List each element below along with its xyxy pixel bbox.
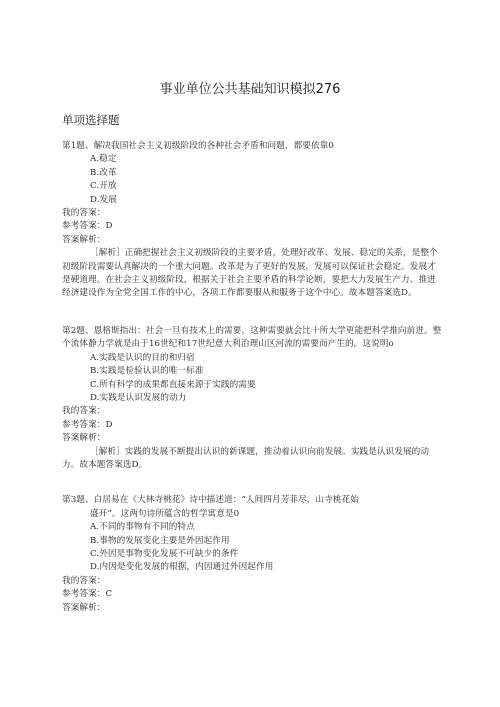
option-b: B.事物的发展变化主要是外因起作用 [90, 535, 230, 546]
my-answer-label: 我的答案： [62, 406, 106, 417]
option-b: B.实践是检验认识的唯一标准 [90, 366, 204, 377]
question-stem: 第1题、解决我国社会主义初级阶段的各种社会矛盾和问题，都要依靠0 [62, 141, 334, 151]
my-answer-label: 我的答案： [62, 575, 106, 586]
analysis-label: 答案解析： [62, 234, 106, 245]
section-heading: 单项选择题 [62, 113, 120, 127]
analysis-label: 答案解析： [62, 602, 106, 613]
question-stem: 第2题、恩格斯指出：社会一旦有技术上的需要，这种需要就会比十所大学更能把科学推向前进。整个流体静力学就是由于16世纪和17世纪意大利治理山区河流的需要而产生的。这说明o [62, 325, 442, 350]
my-answer-label: 我的答案： [62, 208, 106, 219]
analysis-text: ［解析］实践的发展不断提出认识的新课题，推动着认识向前发展。实践是认识发展的动力。故本题答案选D。 [62, 446, 430, 470]
page-title: 事业单位公共基础知识模拟276 [159, 82, 341, 97]
option-b: B.改革 [90, 167, 117, 178]
question-stem-continued: 盛开”。这两句诗所蕴含的哲学寓意是0 [90, 508, 240, 519]
reference-answer: 参考答案：D [62, 419, 113, 430]
question-list [62, 140, 442, 615]
option-c: C.所有科学的成果都直接来源于实践的需要 [90, 379, 256, 390]
option-d: D.实践是认识发展的动力 [90, 392, 187, 403]
reference-answer: 参考答案：C [62, 589, 113, 600]
analysis-text: ［解析］正确把握社会主义初级阶段的主要矛盾，处理好改革、发展、稳定的关系，是整个初级阶段需要认真解决的一个重大问题。改革是为了更好的发展，发展可以保证社会稳定。发展才是硬道理。在社会主义初级阶段，根据关于社会主要矛盾的科学论断，要把大力发展生产力、推进经济建设作为全党全国工作的中心，各项工作都要服从和服务于这个中心。故本题答案选D。 [62, 248, 438, 299]
option-c: C.外因是事物变化发展不可缺少的条件 [90, 548, 239, 559]
question-2 [62, 325, 442, 472]
option-c: C.开放 [90, 181, 117, 192]
option-d: D.发展 [90, 194, 117, 205]
analysis-label: 答案解析： [62, 433, 106, 444]
question-3 [62, 494, 442, 615]
option-d: D.内因是变化发展的根据，内因通过外因起作用 [90, 562, 274, 573]
option-a: A.实践是认识的目的和归宿 [90, 352, 195, 363]
option-a: A.稳定 [90, 154, 117, 165]
reference-answer: 参考答案：D [62, 221, 113, 232]
question-stem: 第3题、白居易在《大林寺桃花》诗中描述道：“人间四月芳菲尽，山寺桃花始 [62, 495, 359, 506]
option-a: A.不同的事物有不同的特点 [90, 522, 195, 533]
question-1 [62, 140, 442, 301]
